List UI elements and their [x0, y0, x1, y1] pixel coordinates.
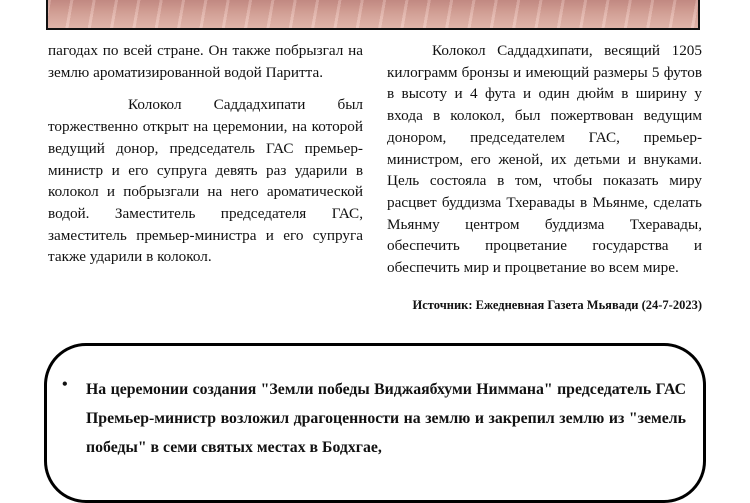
left-paragraph-1: пагодах по всей стране. Он также побрызгал на землю ароматизированной водой Паритта. [48, 42, 363, 81]
highlight-bullet-text: На церемонии создания "Земли победы Виджаябхуми Ниммана" председатель ГАС Премьер-министр возложил драгоценности на землю и закрепил землю из "земель победы" в семи святых местах в Бодхгае, [86, 381, 686, 456]
right-paragraph-1: Колокол Саддадхипати, весящий 1205 килограмм бронзы и имеющий размеры 5 футов в высоту и 4 фута и один дюйм в ширину у входа в колокол, был пожертвован ведущим донором, председателем ГАС, премьер-министром, его женой, их детьми и внуками. Цель состояла в том, чтобы показать миру расцвет буддизма Тхеравады в Мьянме, сделать Мьянму центром буддизма Тхеравады, обеспечить процветание государства и обеспечить мир и процветание во всем мире. [387, 42, 702, 277]
left-paragraph-2: Колокол Саддадхипати был торжественно открыт на церемонии, на которой ведущий донор, председатель ГАС премьер-министр и его супруга девять раз ударили в колокол и побрызгали на него ароматической водой. Заместитель председателя ГАС, заместитель премьер-министра и его супруга также ударили в колокол. [48, 96, 363, 266]
right-column [387, 40, 702, 279]
source-line: Источник: Ежедневная Газета Мьявади (24-7-2023) [412, 298, 702, 312]
bell-photo [46, 0, 700, 30]
bullet-icon: • [62, 376, 68, 393]
left-column [48, 40, 363, 268]
